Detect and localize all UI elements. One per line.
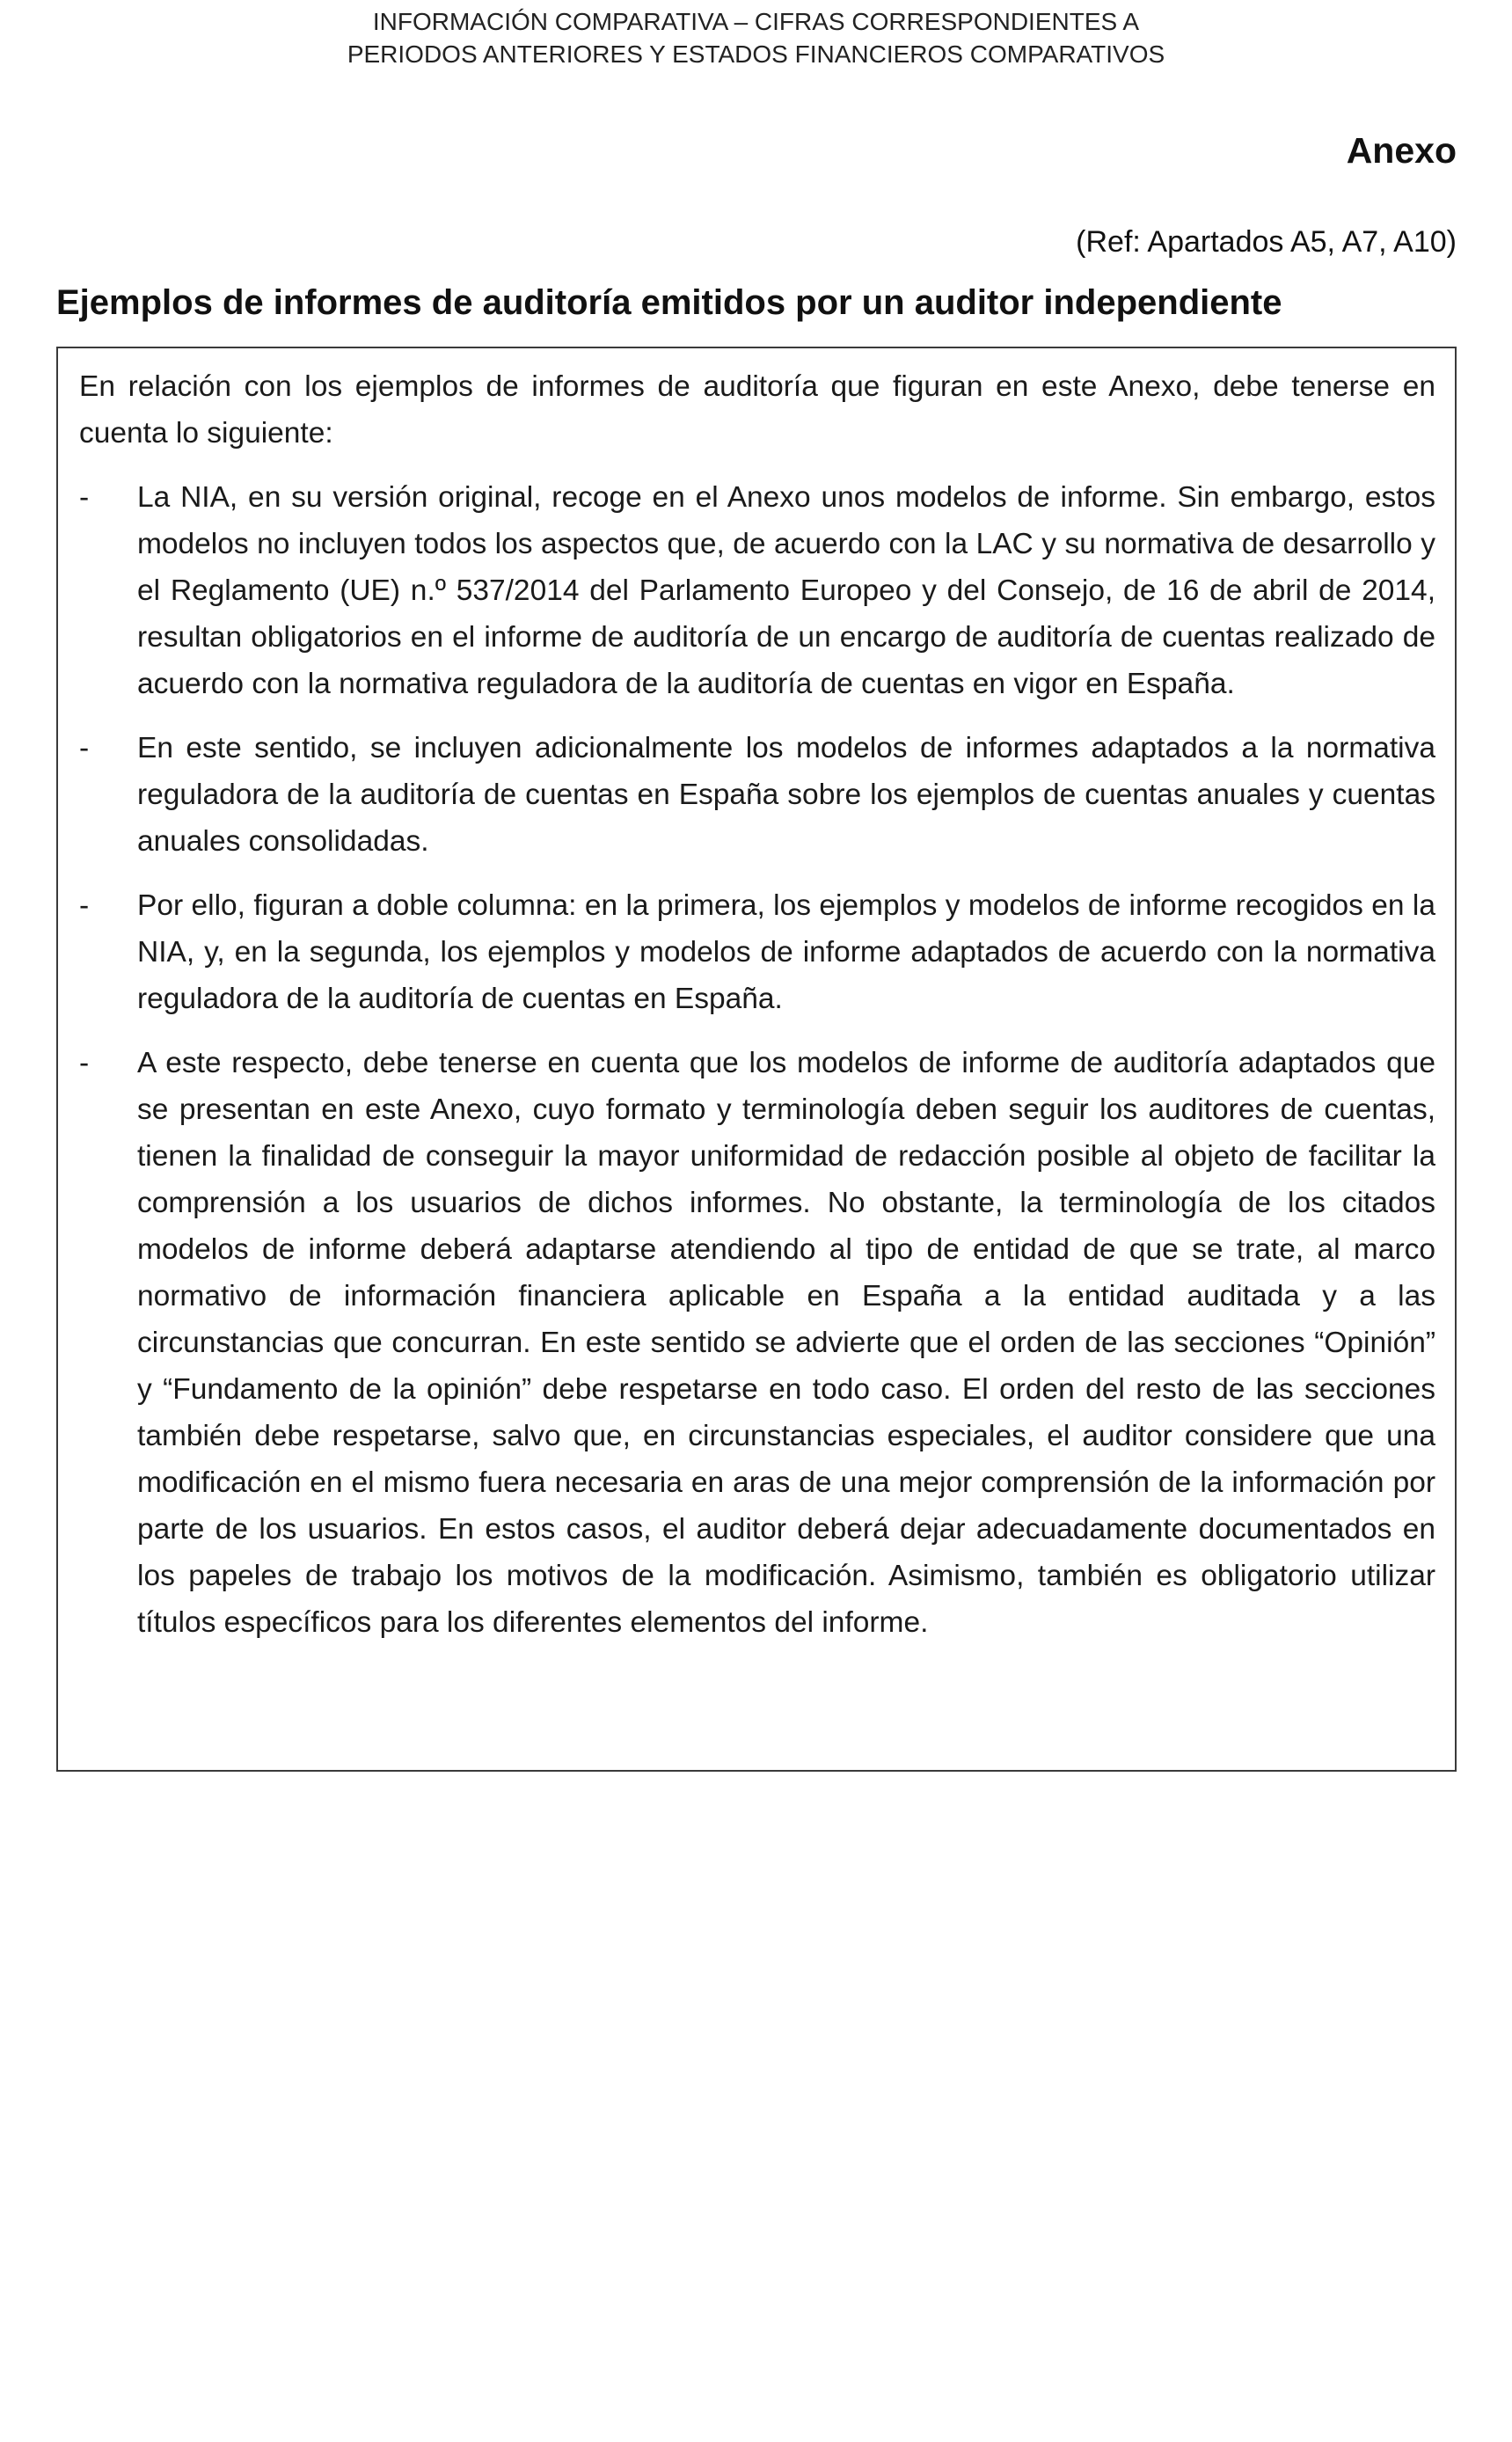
annex-reference: (Ref: Apartados A5, A7, A10) bbox=[1076, 225, 1457, 259]
list-item bbox=[79, 1040, 1435, 1646]
dash-bullet: - bbox=[79, 889, 90, 922]
note-intro: En relación con los ejemplos de informes de auditoría que figuran en este Anexo, debe tenerse en cuenta lo siguiente: bbox=[79, 370, 1435, 450]
list-item-text: En este sentido, se incluyen adicionalmente los modelos de informes adaptados a la normativa reguladora de la auditoría de cuentas en España sobre los ejemplos de cuentas anuales y cuentas anuales consolidadas. bbox=[137, 732, 1435, 858]
note-list bbox=[79, 474, 1435, 1646]
list-item bbox=[79, 882, 1435, 1022]
list-item bbox=[79, 474, 1435, 707]
dash-bullet: - bbox=[79, 481, 90, 514]
dash-bullet: - bbox=[79, 1047, 90, 1079]
list-item-text: Por ello, figuran a doble columna: en la primera, los ejemplos y modelos de informe recogidos en la NIA, y, en la segunda, los ejemplos y modelos de informe adaptados de acuerdo con la normativa reguladora de la auditoría de cuentas en España. bbox=[137, 889, 1435, 1015]
running-header-line-2: PERIODOS ANTERIORES Y ESTADOS FINANCIEROS COMPARATIVOS bbox=[347, 40, 1165, 68]
running-header-line-1: INFORMACIÓN COMPARATIVA – CIFRAS CORRESPONDIENTES A bbox=[372, 8, 1140, 35]
list-item-text: A este respecto, debe tenerse en cuenta que los modelos de informe de auditoría adaptados que se presentan en este Anexo, cuyo formato y terminología deben seguir los auditores de cuentas, tienen la finalidad de conseguir la mayor uniformidad de redacción posible al objeto de facilitar la comprensión a los usuarios de dichos informes. No obstante, la terminología de los citados modelos de informe deberá adaptarse atendiendo al tipo de entidad de que se trate, al marco normativo de información financiera aplicable en España a la entidad auditada y a las circunstancias que concurran. En este sentido se advierte que el orden de las secciones “Opinión” y “Fundamento de la opinión” debe respetarse en todo caso. El orden del resto de las secciones también debe respetarse, salvo que, en circunstancias especiales, el auditor considere que una modificación en el mismo fuera necesaria en aras de una mejor comprensión de la información por parte de los usuarios. En estos casos, el auditor deberá dejar adecuadamente documentados en los papeles de trabajo los motivos de la modificación. Asimismo, también es obligatorio utilizar títulos específicos para los diferentes elementos del informe. bbox=[137, 1047, 1435, 1639]
list-item-text: La NIA, en su versión original, recoge en el Anexo unos modelos de informe. Sin embargo, estos modelos no incluyen todos los aspectos que, de acuerdo con la LAC y su normativa de desarrollo y el Reglamento (UE) n.º 537/2014 del Parlamento Europeo y del Consejo, de 16 de abril de 2014, resultan obligatorios en el informe de auditoría de un encargo de auditoría de cuentas realizado de acuerdo con la normativa reguladora de la auditoría de cuentas en vigor en España. bbox=[137, 481, 1435, 700]
running-header bbox=[0, 5, 1512, 70]
list-item bbox=[79, 725, 1435, 865]
page-title: Ejemplos de informes de auditoría emitidos por un auditor independiente bbox=[56, 283, 1282, 322]
note-box bbox=[56, 347, 1457, 1772]
dash-bullet: - bbox=[79, 732, 90, 764]
annex-title: Anexo bbox=[1346, 130, 1457, 171]
